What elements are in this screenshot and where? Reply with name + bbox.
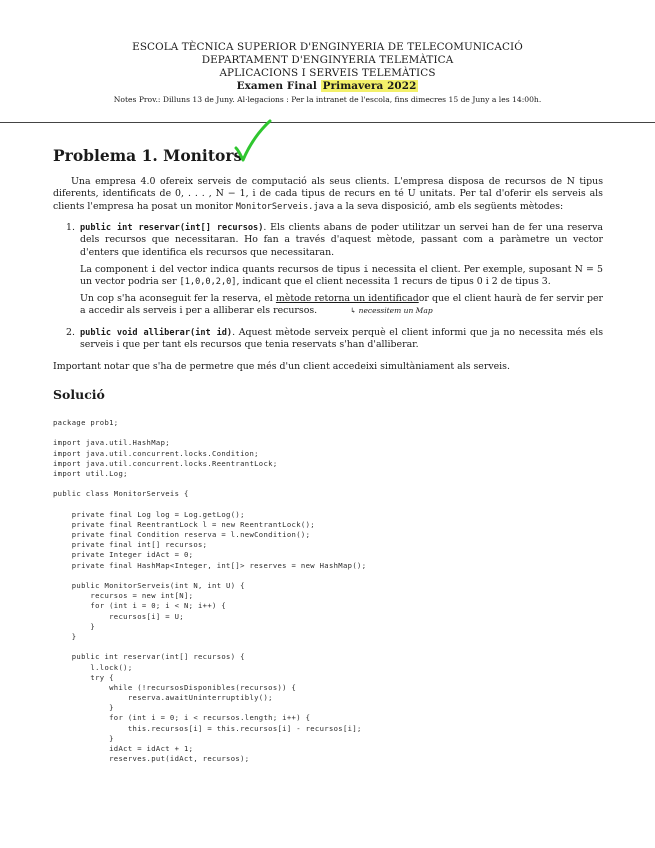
code-line: import java.util.HashMap; <box>53 438 170 448</box>
code-line: idAct = idAct + 1; <box>53 744 194 753</box>
exam-notes: Notes Prov.: Dilluns 13 de Juny. Al·legacions : Per la intranet de l'escola, fins dimecres 15 de Juny a les 14:00h. <box>113 95 542 104</box>
intro-paragraph: Una empresa 4.0 ofereix serveis de computació als seus clients. L'empresa disposa de recursos de N tipus diferents, identificats de 0, . . . , N − 1, i de cada tipus de recurs en té U unitats. Per tal d'oferir els serveis als clients l'empresa ha posat un monitor MonitorServeis.java a la seva disposició, amb els següents mètodes: <box>53 176 603 212</box>
underlined-phrase: mètode retorna un identificad <box>275 293 419 304</box>
method-reservar-signature: public int reservar(int[] recursos) <box>80 223 264 233</box>
code-line: private final int[] recursos; <box>53 540 208 550</box>
code-line: public MonitorServeis(int N, int U) { <box>53 581 245 590</box>
code-line: private final ReentrantLock l = new ReentrantLock(); <box>53 519 315 529</box>
code-line: l.lock(); <box>53 662 133 672</box>
code-line: package prob1; <box>53 418 119 427</box>
code-line: private Integer idAct = 0; <box>53 550 194 560</box>
concurrency-note: Important notar que s'ha de permetre que més d'un client accedeixi simultàniament als serveis. <box>53 361 510 372</box>
code-line: this.recursos[i] = this.recursos[i] - recursos[i]; <box>53 723 362 733</box>
problem-title: Problema 1. Monitors <box>53 146 243 165</box>
example-vector: [1,0,0,2,0] <box>179 277 237 288</box>
exam-prefix: Examen Final <box>236 80 317 92</box>
code-line: private final Condition reserva = l.newCondition(); <box>53 530 311 540</box>
solution-code-block <box>53 418 366 764</box>
method-alliberar-description: 2. public void alliberar(int id). Aquest mètode serveix perquè el client informi que ja no necessita més els serveis i que per tant els recursos que tenia reservats s'han d'alliberar. <box>66 327 604 351</box>
code-line: } <box>53 621 96 631</box>
code-line: private final Log log = Log.getLog(); <box>53 509 245 519</box>
code-line: for (int i = 0; i < N; i++) { <box>53 601 227 611</box>
code-line: recursos[i] = U; <box>53 611 184 621</box>
code-line <box>53 479 366 489</box>
code-line: } <box>53 703 114 713</box>
code-line: while (!recursosDisponibles(recursos)) { <box>53 682 297 692</box>
exam-title <box>0 80 655 93</box>
school-name: ESCOLA TÈCNICA SUPERIOR D'ENGINYERIA DE TELECOMUNICACIÓ <box>132 41 523 53</box>
department-name: DEPARTAMENT D'ENGINYERIA TELEMÀTICA <box>201 54 454 66</box>
code-line <box>53 500 366 510</box>
method-reservar-description: 1. public int reservar(int[] recursos). Els clients abans de poder utilitzar un servei han de fer una reserva dels recursos que necessitaran. Ho fan a través d'aquest mètode, passant com a paràmetre un vector d'enters que identifica els recursos que necessitaran. <box>66 222 604 258</box>
code-line <box>53 428 366 438</box>
code-line: } <box>53 733 114 743</box>
code-line: recursos = new int[N]; <box>53 591 194 601</box>
reservation-return-explanation: Un cop s'ha aconseguit fer la reserva, el mètode retorna un identificador que el client haurà de fer servir per a accedir als serveis i per a alliberar els recursos. <box>80 293 603 317</box>
course-name: APLICACIONS I SERVEIS TELEMÀTICS <box>219 67 436 79</box>
code-line: public class MonitorServeis { <box>53 489 189 499</box>
exam-term-highlight: Primavera 2022 <box>322 80 417 92</box>
code-line: reserves.put(idAct, recursos); <box>53 754 250 764</box>
monitor-class-name: MonitorServeis.java <box>235 201 335 212</box>
handwritten-annotation: ↳ necessitem un Map <box>350 306 433 315</box>
solution-title: Solució <box>53 387 105 402</box>
code-line <box>53 571 366 581</box>
code-line: } <box>53 631 77 641</box>
code-line: for (int i = 0; i < recursos.length; i++) { <box>53 713 311 723</box>
code-line: import java.util.concurrent.locks.ReentrantLock; <box>53 458 278 468</box>
header-divider <box>0 122 655 123</box>
code-line <box>53 642 366 652</box>
code-line: import util.Log; <box>53 468 128 478</box>
code-line: private final HashMap<Integer, int[]> reserves = new HashMap(); <box>53 560 367 570</box>
vector-explanation: La component i del vector indica quants recursos de tipus i necessita el client. Per exemple, suposant N = 5 un vector podria ser [1,0,0,2,0], indicant que el client necessita 1 recurs de tipus 0 i 2 de tipus 3. <box>80 264 603 288</box>
method-alliberar-signature: public void alliberar(int id) <box>80 328 233 338</box>
checkmark-icon <box>232 118 274 164</box>
code-line: try { <box>53 672 114 682</box>
code-line: public int reservar(int[] recursos) { <box>53 652 245 662</box>
code-line: reserva.awaitUninterruptibly(); <box>53 693 273 703</box>
code-line: import java.util.concurrent.locks.Condition; <box>53 448 259 458</box>
